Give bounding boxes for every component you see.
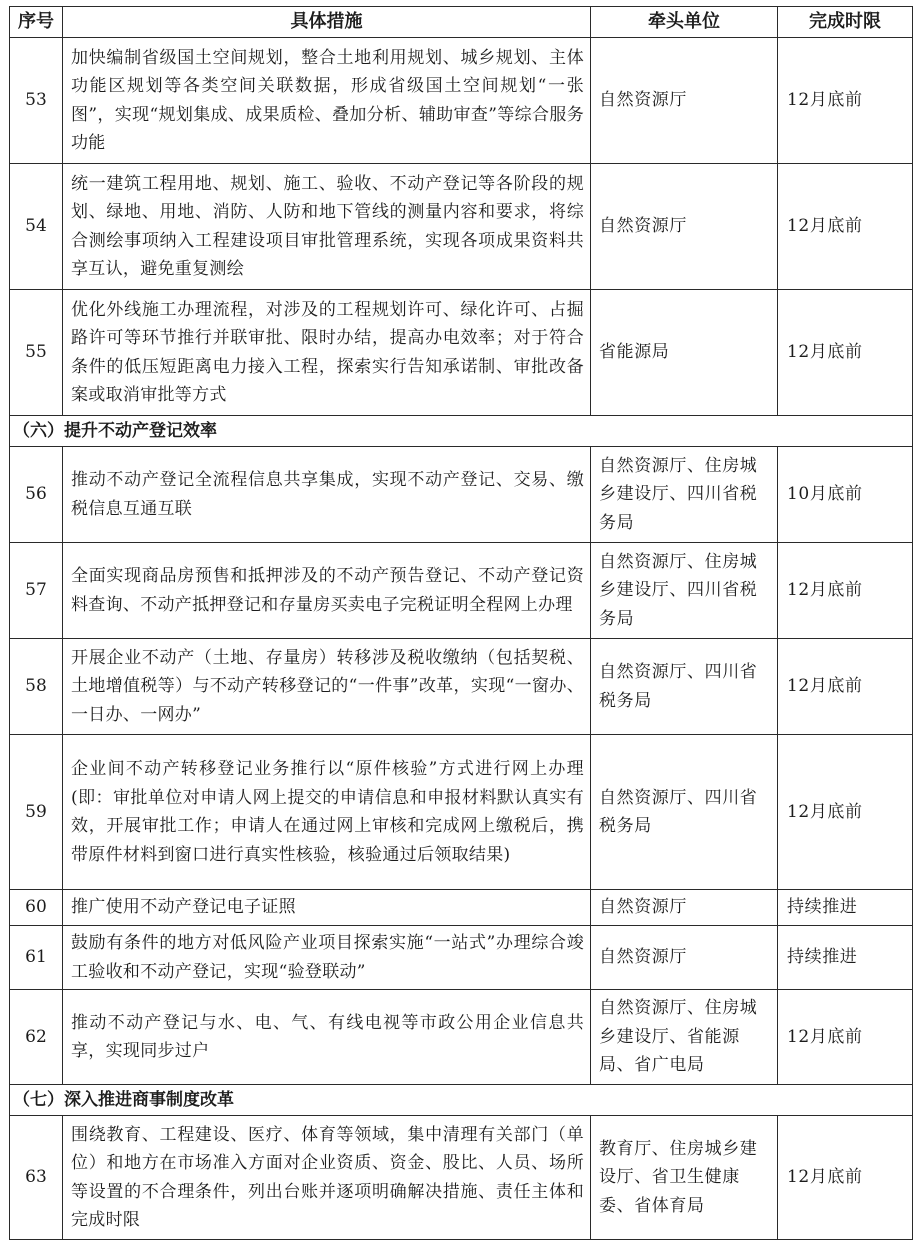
row-number: 56 [10, 447, 63, 543]
row-number: 62 [10, 990, 63, 1085]
section-row [10, 1085, 913, 1116]
row-lead-unit: 省能源局 [591, 290, 778, 416]
header-unit: 牵头单位 [591, 7, 778, 38]
table-row [10, 890, 913, 926]
row-measure: 推动不动产登记全流程信息共享集成，实现不动产登记、交易、缴税信息互通互联 [63, 447, 591, 543]
row-lead-unit: 自然资源厅、住房城乡建设厅、四川省税务局 [591, 543, 778, 639]
row-lead-unit: 自然资源厅、住房城乡建设厅、四川省税务局 [591, 447, 778, 543]
table-row [10, 990, 913, 1085]
row-lead-unit: 自然资源厅 [591, 926, 778, 990]
row-number: 58 [10, 639, 63, 735]
row-number: 61 [10, 926, 63, 990]
table-header-row [10, 7, 913, 38]
row-number: 57 [10, 543, 63, 639]
row-measure: 围绕教育、工程建设、医疗、体育等领域，集中清理有关部门（单位）和地方在市场准入方面对企业资质、资金、股比、人员、场所等设置的不合理条件，列出台账并逐项明确解决措施、责任主体和完成时限 [63, 1116, 591, 1240]
row-lead-unit: 自然资源厅、四川省税务局 [591, 639, 778, 735]
row-lead-unit: 教育厅、住房城乡建设厅、省卫生健康委、省体育局 [591, 1116, 778, 1240]
row-measure: 优化外线施工办理流程，对涉及的工程规划许可、绿化许可、占掘路许可等环节推行并联审批、限时办结，提高办电效率；对于符合条件的低压短距离电力接入工程，探索实行告知承诺制、审批改备案或取消审批等方式 [63, 290, 591, 416]
row-measure: 推动不动产登记与水、电、气、有线电视等市政公用企业信息共享，实现同步过户 [63, 990, 591, 1085]
row-deadline: 12月底前 [778, 990, 913, 1085]
measures-table [9, 6, 913, 1240]
section-heading: （六）提升不动产登记效率 [10, 416, 913, 447]
row-deadline: 持续推进 [778, 926, 913, 990]
header-measure: 具体措施 [63, 7, 591, 38]
row-measure: 全面实现商品房预售和抵押涉及的不动产预告登记、不动产登记资料查询、不动产抵押登记和存量房买卖电子完税证明全程网上办理 [63, 543, 591, 639]
row-deadline: 10月底前 [778, 447, 913, 543]
document-page [9, 6, 912, 1240]
row-lead-unit: 自然资源厅 [591, 38, 778, 164]
table-row [10, 735, 913, 890]
row-lead-unit: 自然资源厅 [591, 890, 778, 926]
table-row [10, 290, 913, 416]
row-deadline: 12月底前 [778, 543, 913, 639]
row-deadline: 12月底前 [778, 639, 913, 735]
row-deadline: 12月底前 [778, 290, 913, 416]
row-lead-unit: 自然资源厅、四川省税务局 [591, 735, 778, 890]
row-number: 53 [10, 38, 63, 164]
table-row [10, 926, 913, 990]
row-deadline: 12月底前 [778, 38, 913, 164]
row-measure: 开展企业不动产（土地、存量房）转移涉及税收缴纳（包括契税、土地增值税等）与不动产转移登记的“一件事”改革，实现“一窗办、一日办、一网办” [63, 639, 591, 735]
row-lead-unit: 自然资源厅 [591, 164, 778, 290]
row-measure: 鼓励有条件的地方对低风险产业项目探索实施“一站式”办理综合竣工验收和不动产登记，实现“验登联动” [63, 926, 591, 990]
table-row [10, 639, 913, 735]
row-measure: 统一建筑工程用地、规划、施工、验收、不动产登记等各阶段的规划、绿地、用地、消防、人防和地下管线的测量内容和要求，将综合测绘事项纳入工程建设项目审批管理系统，实现各项成果资料共享互认，避免重复测绘 [63, 164, 591, 290]
row-number: 60 [10, 890, 63, 926]
row-deadline: 12月底前 [778, 735, 913, 890]
table-row [10, 1116, 913, 1240]
row-measure: 推广使用不动产登记电子证照 [63, 890, 591, 926]
row-deadline: 12月底前 [778, 164, 913, 290]
table-row [10, 543, 913, 639]
table-row [10, 447, 913, 543]
row-deadline: 12月底前 [778, 1116, 913, 1240]
section-heading: （七）深入推进商事制度改革 [10, 1085, 913, 1116]
row-number: 63 [10, 1116, 63, 1240]
header-no: 序号 [10, 7, 63, 38]
section-row [10, 416, 913, 447]
row-measure: 企业间不动产转移登记业务推行以“原件核验”方式进行网上办理(即：审批单位对申请人网上提交的申请信息和申报材料默认真实有效，开展审批工作；申请人在通过网上审核和完成网上缴税后，携带原件材料到窗口进行真实性核验，核验通过后领取结果) [63, 735, 591, 890]
table-row [10, 164, 913, 290]
row-lead-unit: 自然资源厅、住房城乡建设厅、省能源局、省广电局 [591, 990, 778, 1085]
row-number: 55 [10, 290, 63, 416]
row-deadline: 持续推进 [778, 890, 913, 926]
table-row [10, 38, 913, 164]
row-number: 54 [10, 164, 63, 290]
row-measure: 加快编制省级国土空间规划，整合土地利用规划、城乡规划、主体功能区规划等各类空间关联数据，形成省级国土空间规划“一张图”，实现“规划集成、成果质检、叠加分析、辅助审查”等综合服务功能 [63, 38, 591, 164]
row-number: 59 [10, 735, 63, 890]
header-deadline: 完成时限 [778, 7, 913, 38]
